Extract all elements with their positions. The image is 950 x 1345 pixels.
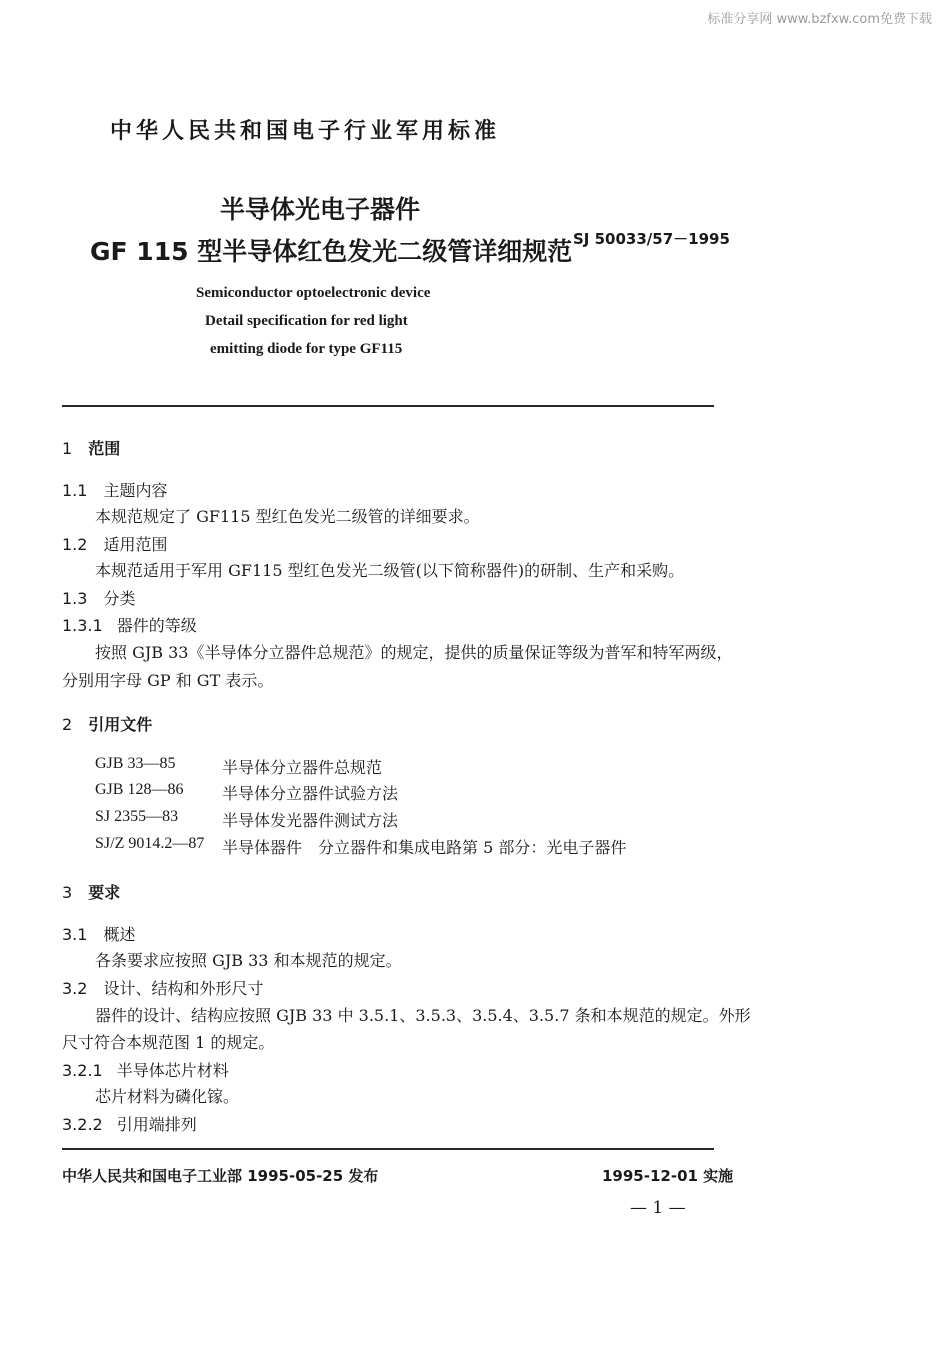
- section-number: 3.2: [62, 979, 88, 998]
- footer-divider: [62, 1148, 714, 1150]
- page-number: — 1 —: [630, 1198, 686, 1218]
- section-1-3-heading: [62, 586, 135, 609]
- section-3-2-heading: [62, 976, 263, 999]
- title-line-1: 半导体光电子器件: [220, 195, 421, 224]
- section-title: 器件的等级: [116, 616, 197, 635]
- section-title: 要求: [88, 883, 121, 902]
- section-title: 引用文件: [88, 715, 153, 734]
- section-number: 1.1: [62, 481, 88, 500]
- section-3-2-text-1: 器件的设计、结构应按照 GJB 33 中 3.5.1、3.5.3、3.5.4、3.5.7 条和本规范的规定。外形: [95, 1006, 751, 1025]
- title-divider: [62, 405, 714, 407]
- english-title-line-2: Detail specification for red light: [205, 313, 408, 329]
- section-1-heading: [62, 436, 120, 459]
- watermark: 标准分享网 www.bzfxw.com免费下载: [707, 12, 932, 27]
- reference-title: 半导体分立器件试验方法: [222, 784, 399, 803]
- standard-number: SJ 50033/57－1995: [573, 230, 730, 248]
- effective-date: 1995-12-01 实施: [602, 1167, 734, 1185]
- section-3-2-2-heading: [62, 1112, 197, 1135]
- section-title: 适用范围: [103, 535, 168, 554]
- standard-category-header: 中华人民共和国电子行业军用标准: [110, 119, 501, 144]
- section-1-2-text: 本规范适用于军用 GF115 型红色发光二级管(以下简称器件)的研制、生产和采购。: [95, 561, 685, 580]
- section-3-1-text: 各条要求应按照 GJB 33 和本规范的规定。: [95, 951, 402, 970]
- section-title: 范围: [88, 439, 121, 458]
- section-3-2-text-2: 尺寸符合本规范图 1 的规定。: [62, 1033, 275, 1052]
- reference-code: SJ 2355—83: [95, 808, 179, 825]
- section-3-2-1-text: 芯片材料为磷化镓。: [95, 1087, 240, 1106]
- section-number: 2: [62, 715, 73, 734]
- issue-statement: 中华人民共和国电子工业部 1995-05-25 发布: [62, 1167, 379, 1185]
- reference-code: GJB 33—85: [95, 755, 176, 772]
- section-title: 主题内容: [103, 481, 168, 500]
- section-title: 引用端排列: [116, 1115, 197, 1134]
- english-title-line-3: emitting diode for type GF115: [210, 341, 403, 357]
- section-number: 1.3.1: [62, 616, 103, 635]
- section-number: 3.2.1: [62, 1061, 103, 1080]
- section-1-3-1-text-2: 分别用字母 GP 和 GT 表示。: [62, 671, 274, 690]
- section-1-2-heading: [62, 532, 167, 555]
- section-3-1-heading: [62, 922, 135, 945]
- reference-title: 半导体器件 分立器件和集成电路第 5 部分：光电子器件: [222, 838, 627, 857]
- section-title: 分类: [103, 589, 136, 608]
- reference-code: GJB 128—86: [95, 781, 184, 798]
- section-number: 1: [62, 439, 73, 458]
- section-1-1-heading: [62, 478, 167, 501]
- section-number: 1.2: [62, 535, 88, 554]
- reference-title: 半导体分立器件总规范: [222, 758, 383, 777]
- section-1-3-1-text-1: 按照 GJB 33《半导体分立器件总规范》的规定，提供的质量保证等级为普军和特军两级，: [95, 643, 733, 662]
- section-number: 3: [62, 883, 73, 902]
- section-number: 3.1: [62, 925, 88, 944]
- section-3-heading: [62, 880, 120, 903]
- section-number: 3.2.2: [62, 1115, 103, 1134]
- reference-title: 半导体发光器件测试方法: [222, 811, 399, 830]
- section-number: 1.3: [62, 589, 88, 608]
- section-title: 设计、结构和外形尺寸: [103, 979, 264, 998]
- section-1-3-1-heading: [62, 613, 197, 636]
- english-title-line-1: Semiconductor optoelectronic device: [196, 285, 431, 301]
- section-1-1-text: 本规范规定了 GF115 型红色发光二级管的详细要求。: [95, 507, 480, 526]
- section-title: 半导体芯片材料: [116, 1061, 229, 1080]
- section-2-heading: [62, 712, 152, 735]
- section-title: 概述: [103, 925, 136, 944]
- section-3-2-1-heading: [62, 1058, 229, 1081]
- title-line-2: GF 115 型半导体红色发光二级管详细规范: [90, 237, 573, 266]
- reference-code: SJ/Z 9014.2—87: [95, 835, 205, 852]
